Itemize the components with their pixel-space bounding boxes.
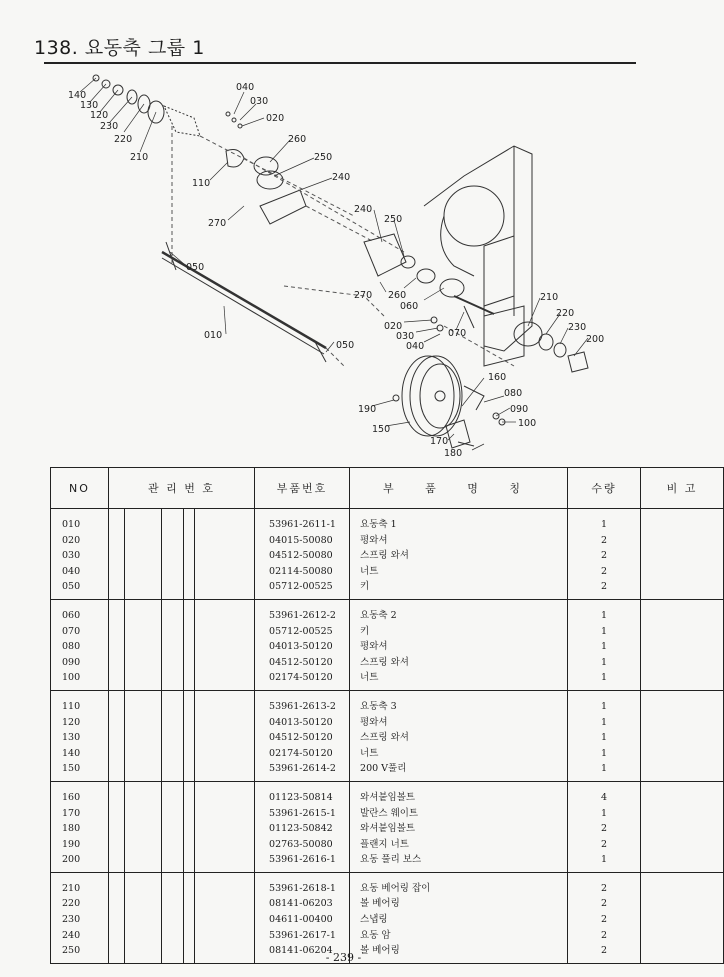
callout-200: 200	[586, 334, 605, 345]
part-name-value: 키	[360, 581, 370, 593]
page-number: - 239 -	[325, 951, 362, 964]
callout-160: 160	[488, 372, 507, 383]
part-name-value: 키	[360, 625, 370, 637]
remarks-cell	[641, 872, 724, 963]
quantity-value: 1	[601, 641, 608, 653]
part-number-value: 02174-50120	[269, 672, 333, 684]
callout-010: 010	[204, 330, 223, 341]
part-number	[255, 872, 350, 963]
parts-table	[50, 467, 724, 964]
management-number-cell	[162, 690, 184, 781]
callout-070: 070	[448, 328, 467, 339]
part-name-value: 요동 베어링 잡이	[360, 882, 431, 894]
row-no-value: 030	[62, 550, 81, 562]
quantity-value: 1	[601, 807, 608, 819]
row-no-value: 190	[62, 838, 81, 850]
quantity-value: 1	[601, 519, 608, 530]
management-number-cell	[125, 872, 162, 963]
part-name-value: 요동축 1	[360, 519, 397, 530]
callout-260-b: 260	[388, 290, 407, 301]
row-no	[51, 599, 109, 690]
part-number-value: 01123-50842	[269, 823, 333, 835]
management-number-cell	[109, 872, 125, 963]
diagram-callouts	[68, 82, 604, 459]
row-no-value: 220	[62, 898, 81, 910]
row-no-value: 230	[62, 914, 81, 926]
header-part-name: 부 품 명 칭	[350, 468, 568, 509]
remarks-cell	[641, 509, 724, 600]
management-number-cell	[162, 872, 184, 963]
quantity	[568, 781, 641, 872]
part-name-value: 스프링 와셔	[360, 656, 409, 668]
part-name-value: 요동 암	[360, 929, 391, 941]
callout-110: 110	[192, 178, 211, 189]
row-no-value: 060	[62, 609, 81, 621]
quantity-value: 2	[601, 945, 608, 957]
part-number-value: 01123-50814	[269, 791, 333, 803]
row-no-value: 090	[62, 656, 81, 668]
quantity-value: 2	[601, 929, 608, 941]
header-quantity: 수량	[568, 468, 641, 509]
part-number-value: 04512-50120	[269, 732, 333, 744]
management-number-cell	[184, 509, 195, 600]
header-management: 관 리 번 호	[109, 468, 255, 509]
callout-050: 050	[186, 262, 205, 273]
quantity-value: 1	[601, 625, 608, 637]
callout-040: 040	[236, 82, 255, 93]
part-number	[255, 690, 350, 781]
callout-090: 090	[510, 404, 529, 415]
exploded-parts-diagram	[44, 66, 644, 466]
row-no	[51, 872, 109, 963]
quantity-value: 1	[601, 700, 608, 712]
callout-270: 270	[208, 218, 227, 229]
quantity-value: 2	[601, 882, 608, 894]
part-number-value: 08141-06204	[269, 945, 333, 957]
row-no-value: 070	[62, 625, 81, 637]
management-number-cell	[109, 690, 125, 781]
part-name	[350, 509, 568, 600]
title-rule	[44, 62, 636, 64]
management-number-cell	[195, 509, 255, 600]
quantity-value: 1	[601, 763, 608, 775]
callout-270-b: 270	[354, 290, 373, 301]
table-body	[51, 509, 724, 964]
part-number	[255, 781, 350, 872]
frame-assembly	[424, 146, 532, 366]
remarks-cell	[641, 690, 724, 781]
remarks-cell	[641, 599, 724, 690]
management-number-cell	[109, 781, 125, 872]
row-no-value: 160	[62, 791, 81, 803]
part-name	[350, 872, 568, 963]
row-no-value: 250	[62, 945, 81, 957]
callout-150: 150	[372, 424, 391, 435]
quantity-value: 2	[601, 898, 608, 910]
table-group	[51, 872, 724, 963]
table-header-row	[51, 468, 724, 509]
management-number-cell	[162, 509, 184, 600]
management-number-cell	[162, 599, 184, 690]
part-number-value: 53961-2617-1	[269, 929, 336, 941]
part-name-value: 너트	[360, 747, 379, 759]
quantity-value: 1	[601, 609, 608, 621]
remarks-cell	[641, 781, 724, 872]
table-group	[51, 599, 724, 690]
header-part-number: 부품번호	[255, 468, 350, 509]
header-no: NO	[51, 468, 109, 509]
callout-040-b: 040	[406, 341, 425, 352]
callout-140: 140	[68, 90, 87, 101]
row-no-value: 020	[62, 534, 81, 546]
part-name-value: 평와셔	[360, 641, 388, 653]
page-title: 138. 요동축 그룹 1	[34, 37, 205, 59]
part-number-value: 53961-2613-2	[269, 700, 336, 712]
part-name-value: 발란스 웨이트	[360, 807, 419, 819]
management-number-cell	[125, 599, 162, 690]
callout-250: 250	[314, 152, 333, 163]
callout-230: 230	[100, 121, 119, 132]
callout-170: 170	[430, 436, 449, 447]
management-number-cell	[184, 781, 195, 872]
part-number-value: 04611-00400	[269, 914, 333, 926]
management-number-cell	[125, 509, 162, 600]
management-number-cell	[184, 872, 195, 963]
header-remarks: 비 고	[641, 468, 724, 509]
upper-shaft-parts	[93, 75, 306, 224]
part-number-value: 53961-2612-2	[269, 609, 336, 621]
callout-260: 260	[288, 134, 307, 145]
quantity-value: 4	[601, 791, 608, 803]
row-no-value: 150	[62, 763, 81, 775]
row-no	[51, 509, 109, 600]
row-no-value: 180	[62, 823, 81, 835]
row-no-value: 080	[62, 641, 81, 653]
callout-250-b: 250	[384, 214, 403, 225]
quantity-value: 2	[601, 581, 608, 593]
management-number-cell	[125, 781, 162, 872]
part-name-value: 스프링 와셔	[360, 732, 409, 744]
callout-030: 030	[250, 96, 269, 107]
part-name	[350, 690, 568, 781]
part-number-value: 05712-00525	[269, 581, 333, 593]
part-number-value: 04013-50120	[269, 716, 333, 728]
row-no-value: 240	[62, 929, 81, 941]
row-no-value: 140	[62, 747, 81, 759]
part-number-value: 04013-50120	[269, 641, 333, 653]
quantity-value: 1	[601, 672, 608, 684]
quantity-value: 2	[601, 565, 608, 577]
row-no	[51, 690, 109, 781]
part-name-value: 너트	[360, 672, 379, 684]
row-no-value: 200	[62, 854, 81, 866]
quantity-value: 2	[601, 550, 608, 562]
part-number-value: 53961-2615-1	[269, 807, 336, 819]
callout-220: 220	[114, 134, 133, 145]
quantity-value: 1	[601, 716, 608, 728]
part-name-value: 와셔붙임볼트	[360, 791, 416, 803]
table-group	[51, 781, 724, 872]
management-number-cell	[195, 599, 255, 690]
part-name-value: 너트	[360, 565, 379, 577]
quantity	[568, 872, 641, 963]
row-no-value: 010	[62, 519, 81, 530]
part-number-value: 08141-06203	[269, 898, 333, 910]
right-side-parts	[364, 234, 588, 372]
part-name-value: 와셔붙임볼트	[360, 823, 416, 835]
callout-220-b: 220	[556, 308, 575, 319]
callout-240-b: 240	[354, 204, 373, 215]
part-number-value: 53961-2611-1	[269, 519, 336, 530]
callout-130: 130	[80, 100, 99, 111]
quantity-value: 2	[601, 838, 608, 850]
part-number-value: 53961-2614-2	[269, 763, 336, 775]
part-number-value: 02763-50080	[269, 838, 333, 850]
row-no-value: 110	[62, 700, 81, 712]
management-number-cell	[195, 781, 255, 872]
callout-240: 240	[332, 172, 351, 183]
part-number	[255, 599, 350, 690]
callout-060: 060	[400, 301, 419, 312]
shaft-010	[162, 242, 326, 362]
diagram-svg	[44, 66, 644, 466]
callout-210-b: 210	[540, 292, 559, 303]
part-name-value: 스프링 와셔	[360, 550, 409, 562]
part-number-value: 02114-50080	[269, 565, 333, 577]
table-group	[51, 509, 724, 600]
part-number-value: 04512-50120	[269, 656, 333, 668]
row-no-value: 130	[62, 732, 81, 744]
management-number-cell	[162, 781, 184, 872]
callout-030-b: 030	[396, 331, 415, 342]
quantity-value: 2	[601, 534, 608, 546]
part-name-value: 요동축 2	[360, 609, 397, 621]
quantity-value: 2	[601, 823, 608, 835]
callout-020: 020	[266, 113, 285, 124]
part-name-value: 스냅링	[360, 914, 388, 926]
row-no-value: 170	[62, 807, 81, 819]
callout-050-b: 050	[336, 340, 355, 351]
part-name-value: 200 V풀리	[360, 763, 407, 775]
part-name-value: 평와셔	[360, 716, 388, 728]
part-number-value: 04015-50080	[269, 534, 333, 546]
callout-210: 210	[130, 152, 149, 163]
callout-120: 120	[90, 110, 109, 121]
part-name-value: 볼 베어링	[360, 898, 400, 910]
quantity-value: 1	[601, 854, 608, 866]
part-name-value: 요동축 3	[360, 700, 397, 712]
part-number-value: 04512-50080	[269, 550, 333, 562]
row-no	[51, 781, 109, 872]
part-number-value: 53961-2616-1	[269, 854, 336, 866]
callout-190: 190	[358, 404, 377, 415]
management-number-cell	[184, 599, 195, 690]
part-number-value: 53961-2618-1	[269, 882, 336, 894]
part-number	[255, 509, 350, 600]
part-name-value: 볼 베어링	[360, 945, 400, 957]
callout-180: 180	[444, 448, 463, 459]
callout-230-b: 230	[568, 322, 587, 333]
part-name	[350, 781, 568, 872]
part-name-value: 요동 풀리 보스	[360, 854, 422, 866]
row-no-value: 120	[62, 716, 81, 728]
callout-020-b: 020	[384, 321, 403, 332]
row-no-value: 050	[62, 581, 81, 593]
quantity-value: 1	[601, 747, 608, 759]
table-group	[51, 690, 724, 781]
part-number-value: 05712-00525	[269, 625, 333, 637]
management-number-cell	[195, 690, 255, 781]
part-name	[350, 599, 568, 690]
management-number-cell	[125, 690, 162, 781]
management-number-cell	[195, 872, 255, 963]
quantity-value: 1	[601, 732, 608, 744]
row-no-value: 100	[62, 672, 81, 684]
quantity-value: 1	[601, 656, 608, 668]
part-number-value: 02174-50120	[269, 747, 333, 759]
row-no-value: 210	[62, 882, 81, 894]
row-no-value: 040	[62, 565, 81, 577]
quantity	[568, 690, 641, 781]
quantity	[568, 509, 641, 600]
callout-100: 100	[518, 418, 537, 429]
quantity	[568, 599, 641, 690]
part-name-value: 평와셔	[360, 534, 388, 546]
management-number-cell	[109, 599, 125, 690]
management-number-cell	[109, 509, 125, 600]
quantity-value: 2	[601, 914, 608, 926]
part-name-value: 플랜지 너트	[360, 838, 409, 850]
management-number-cell	[184, 690, 195, 781]
callout-080: 080	[504, 388, 523, 399]
pulley-assembly	[393, 356, 505, 448]
